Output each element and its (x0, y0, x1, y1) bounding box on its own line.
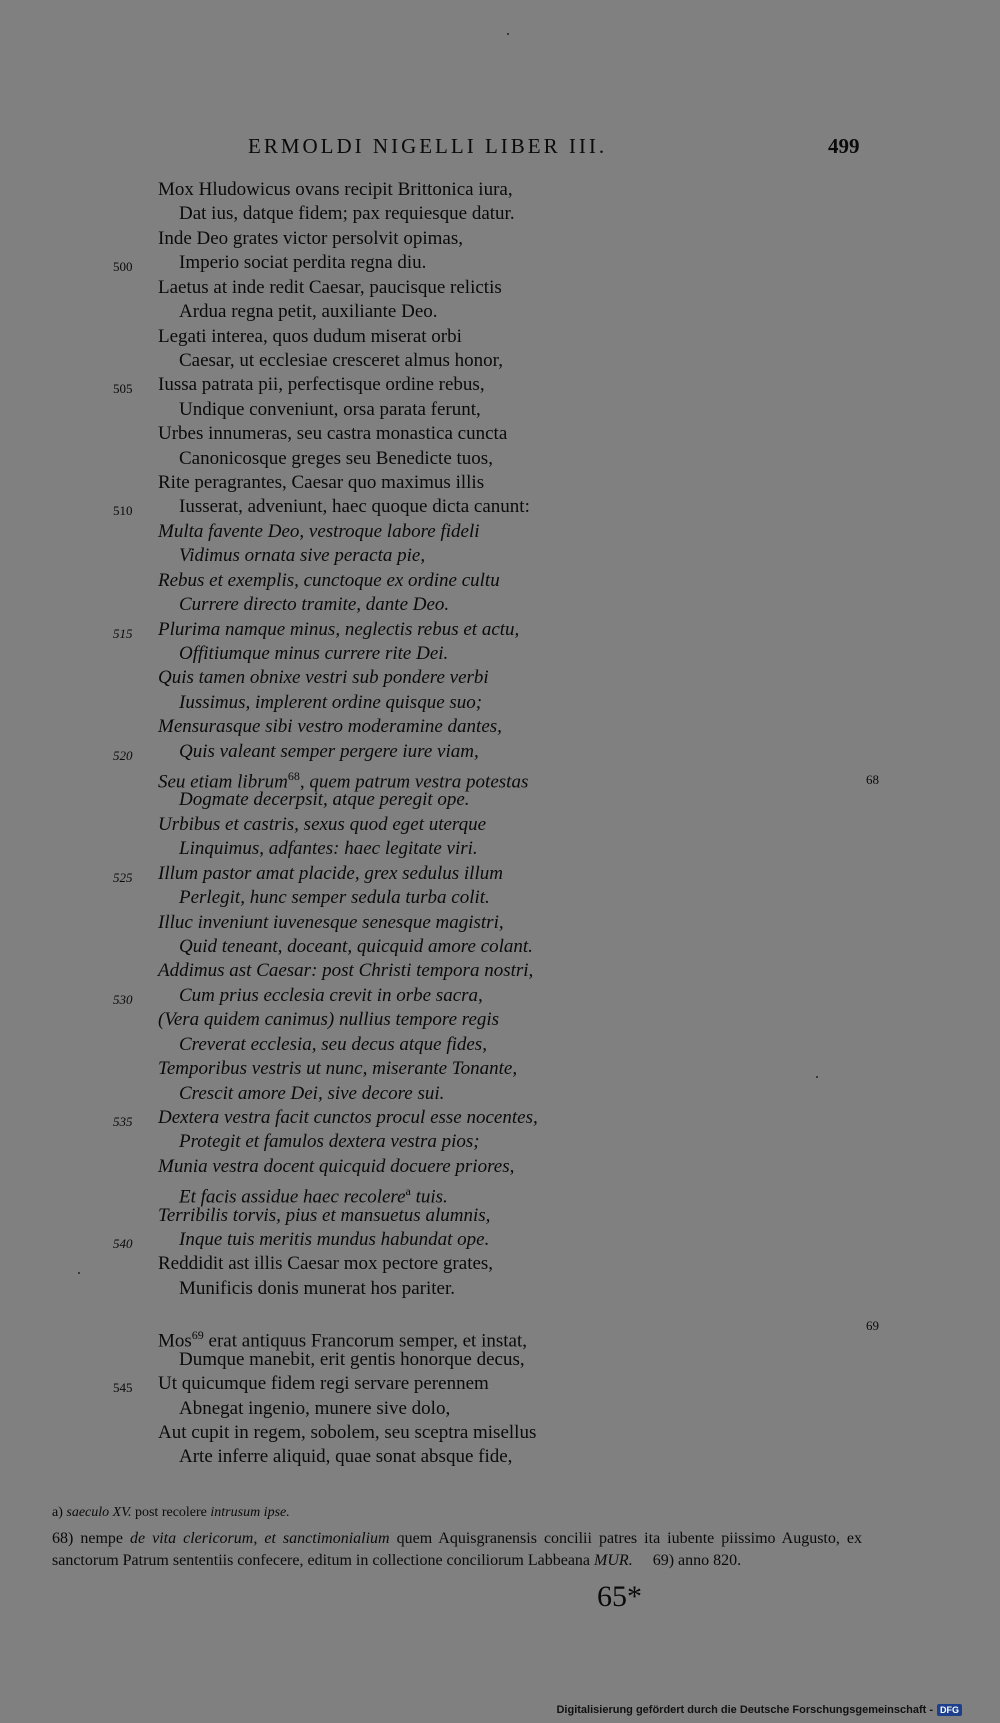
line-number: 545 (113, 1380, 133, 1395)
footnote-a: a) saeculo XV. post recolere intrusum ipse. (52, 1505, 290, 1520)
verse-line-text: Protegit et famulos dextera vestra pios; (179, 1131, 480, 1152)
line-number: 515 (113, 626, 133, 641)
verse-line-text: Urbibus et castris, sexus quod eget uterque (158, 814, 487, 835)
verse-line-text: Mos$^{69}$ erat antiquus Francorum semper, et instat, (158, 1328, 528, 1352)
margin-note-69: 69 (866, 1318, 879, 1333)
verse-line-text: Dat ius, datque fidem; pax requiesque datur. (179, 203, 515, 224)
verse-line-text: Plurima namque minus, neglectis rebus et actu, (158, 619, 520, 640)
margin-note-68: 68 (866, 772, 879, 787)
verse-line-text: Dogmate decerpsit, atque peregit ope. (179, 789, 470, 810)
verse-line-text: Cum prius ecclesia crevit in orbe sacra, (179, 985, 483, 1006)
scan-speck (507, 33, 509, 35)
verse-line-text: Reddidit ast illis Caesar mox pectore grates, (158, 1253, 494, 1274)
verse-line-text: Linquimus, adfantes: haec legitate viri. (179, 838, 478, 859)
line-number: 525 (113, 870, 133, 885)
line-number: 540 (113, 1236, 133, 1251)
verse-line-text: Illum pastor amat placide, grex sedulus illum (158, 863, 503, 884)
verse-line-text: Creverat ecclesia, seu decus atque fides, (179, 1034, 487, 1055)
verse-line-text: Rebus et exemplis, cunctoque ex ordine cultu (158, 570, 500, 591)
verse-line-text: Ut quicumque fidem regi servare perennem (158, 1373, 489, 1394)
verse-line-text: Perlegit, hunc semper sedula turba colit. (179, 887, 490, 908)
verse-line-text: Iussimus, implerent ordine quisque suo; (179, 692, 483, 713)
verse-line-text: Quis tamen obnixe vestri sub pondere verbi (158, 667, 489, 688)
verse-line-text: Aut cupit in regem, sobolem, seu sceptra misellus (158, 1422, 537, 1443)
verse-line-text: Munificis donis munerat hos pariter. (179, 1278, 455, 1299)
footnote-69: 69) anno 820. (652, 1552, 742, 1569)
verse-line-text: Canonicosque greges seu Benedicte tuos, (179, 448, 493, 469)
verse-line-text: Quis valeant semper pergere iure viam, (179, 741, 479, 762)
page-number: 499 (828, 134, 860, 158)
note-reference: a (405, 1184, 411, 1198)
verse-line-text: Et facis assidue haec recolere$^a$ tuis. (179, 1184, 448, 1208)
note-reference: 68 (287, 769, 300, 783)
scan-speck (816, 1076, 818, 1078)
line-number: 505 (113, 381, 133, 396)
line-number: 500 (113, 259, 133, 274)
note-reference: 69 (191, 1328, 204, 1342)
verse-line-text: Dumque manebit, erit gentis honorque decus, (179, 1349, 525, 1370)
page-header (0, 134, 1000, 164)
verse-line-text: Caesar, ut ecclesiae cresceret almus honor, (179, 350, 503, 371)
verse-line-text: Inque tuis meritis mundus habundat ope. (179, 1229, 490, 1250)
verse-line-text: Quid teneant, doceant, quicquid amore colant. (179, 936, 533, 957)
verse-line-text: Laetus at inde redit Caesar, paucisque relictis (158, 277, 502, 298)
line-number: 510 (113, 503, 133, 518)
verse-line-text: Undique conveniunt, orsa parata ferunt, (179, 399, 481, 420)
verse-line-text: Crescit amore Dei, sive decore sui. (179, 1083, 445, 1104)
verse-line-text: Currere directo tramite, dante Deo. (179, 594, 450, 615)
verse-line-text: Abnegat ingenio, munere sive dolo, (179, 1398, 451, 1419)
dfg-logo-icon: DFG (937, 1704, 962, 1716)
line-number: 520 (113, 748, 133, 763)
signature-mark: 65* (597, 1580, 642, 1613)
verse-line-text: Legati interea, quos dudum miserat orbi (158, 326, 462, 347)
verse-line-text: Munia vestra docent quicquid docuere priores, (158, 1156, 515, 1177)
verse-line-text: Imperio sociat perdita regna diu. (179, 252, 427, 273)
verse-line-text: Dextera vestra facit cunctos procul esse nocentes, (158, 1107, 538, 1128)
running-title: ERMOLDI NIGELLI LIBER III. (248, 134, 608, 158)
verse-line-text: Offitiumque minus currere rite Dei. (179, 643, 449, 664)
verse-line-text: Iussa patrata pii, perfectisque ordine rebus, (158, 374, 485, 395)
verse-line-text: Ardua regna petit, auxiliante Deo. (179, 301, 438, 322)
verse-line-text: (Vera quidem canimus) nullius tempore regis (158, 1009, 500, 1030)
verse-line-text: Vidimus ornata sive peracta pie, (179, 545, 426, 566)
verse-line-text: Seu etiam librum$^{68}$, quem patrum vestra potestas (158, 769, 529, 793)
scan-speck (78, 1272, 80, 1274)
verse-line-text: Arte inferre aliquid, quae sonat absque fide, (179, 1446, 513, 1467)
verse-line-text: Urbes innumeras, seu castra monastica cuncta (158, 423, 508, 444)
verse-line-text: Inde Deo grates victor persolvit opimas, (158, 228, 463, 249)
footnotes (52, 1502, 862, 1572)
footnote-68: 68) nempe de vita clericorum, et sanctimonialium quem Aquisgranensis concilii patres ita iubente piissimo Augusto, ex sanctorum Patrum sententiis confecere, editum in collectione conciliorum Labbeana MUR. 69) anno 820. (52, 1530, 862, 1569)
line-number: 535 (113, 1114, 133, 1129)
verse-line-text: Iusserat, adveniunt, haec quoque dicta canunt: (179, 496, 530, 517)
verse-line-text: Temporibus vestris ut nunc, miserante Tonante, (158, 1058, 518, 1079)
verse-line-text: Addimus ast Caesar: post Christi tempora nostri, (158, 960, 534, 981)
line-number: 530 (113, 992, 133, 1007)
verse-line-text: Terribilis torvis, pius et mansuetus alumnis, (158, 1205, 491, 1226)
verse-line-text: Mox Hludowicus ovans recipit Brittonica iura, (158, 179, 513, 200)
verse-line-text: Illuc inveniunt iuvenesque senesque magistri, (158, 912, 504, 933)
verse-line-text: Mensurasque sibi vestro moderamine dantes, (158, 716, 502, 737)
verse-line-text: Rite peragrantes, Caesar quo maximus illis (158, 472, 485, 493)
verse-line-text: Multa favente Deo, vestroque labore fideli (158, 521, 480, 542)
footer-credit-text: Digitalisierung gefördert durch die Deutsche Forschungsgemeinschaft - (556, 1704, 933, 1716)
footer-credit (556, 1704, 962, 1716)
